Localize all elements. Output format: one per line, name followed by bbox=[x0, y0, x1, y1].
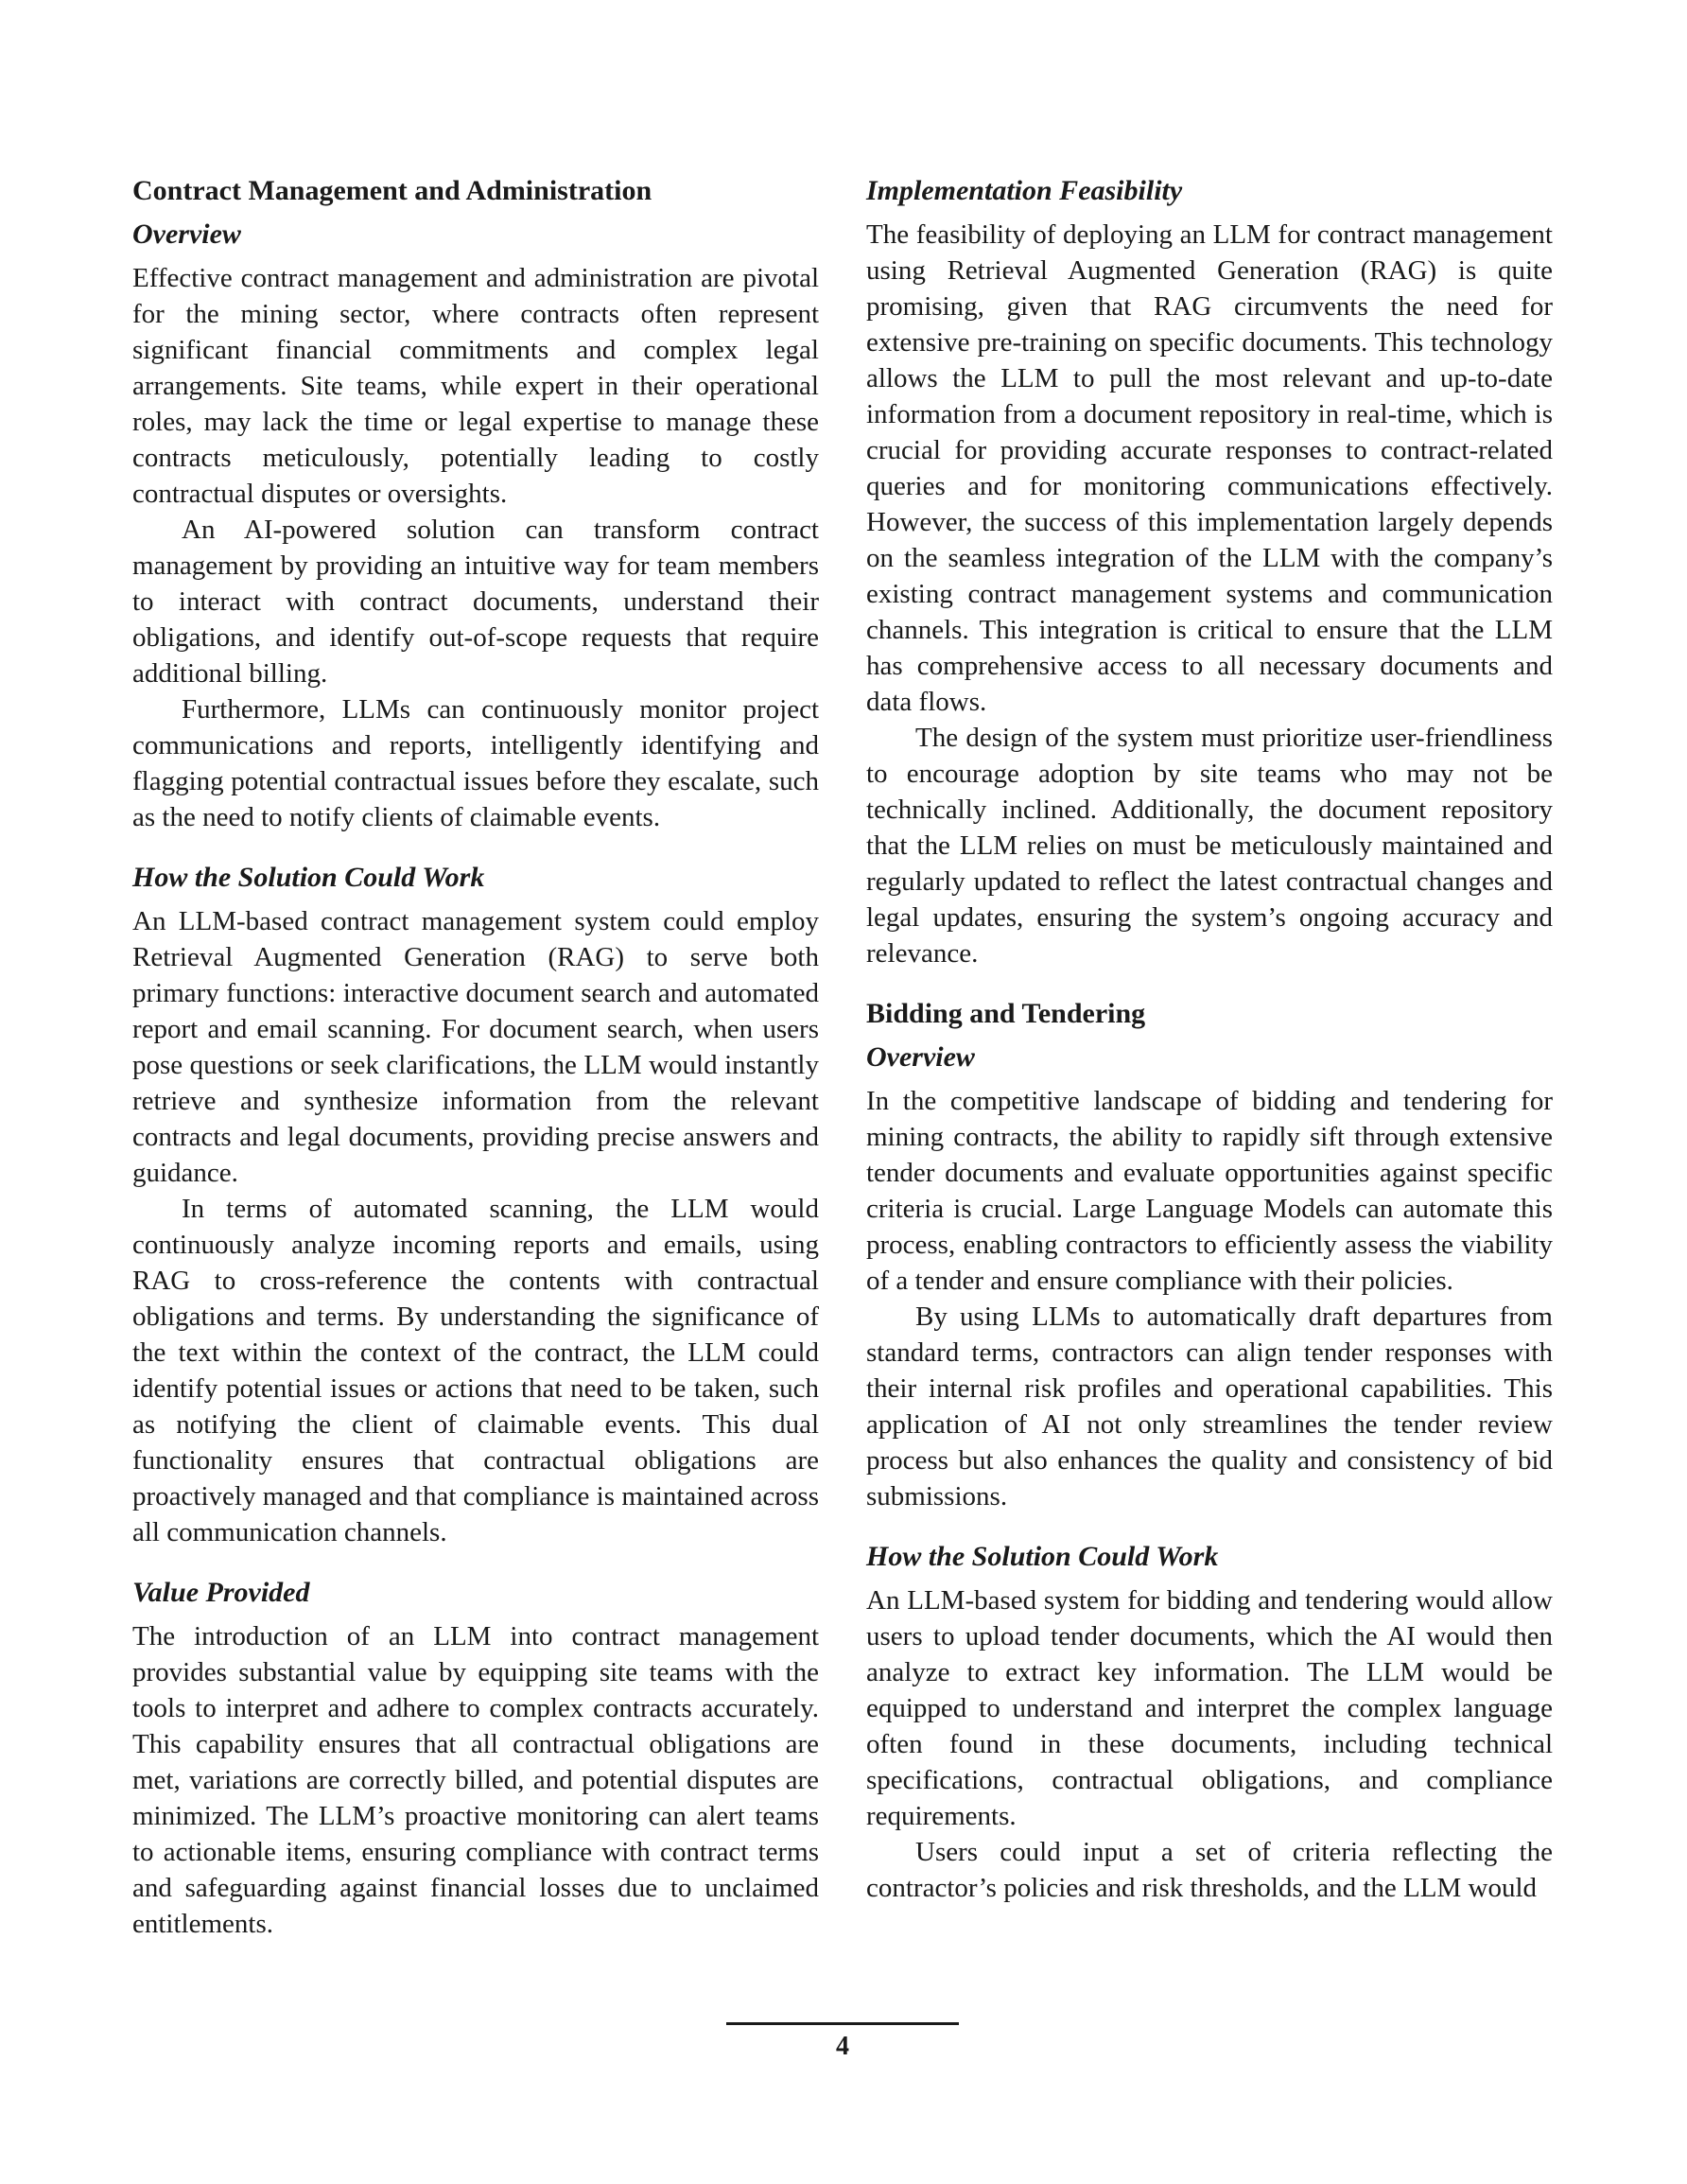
paragraph: The introduction of an LLM into contract management provides substantial value by equipping site teams with the tools to interpret and adhere to complex contracts accurately. This capability ensures that all contractual obligations are met, variations are correctly billed, and potential disputes are minimized. The LLM’s proactive monitoring can alert teams to actionable items, ensuring compliance with contract terms and safeguarding against financial losses due to unclaimed entitlements. bbox=[132, 1621, 819, 1939]
paragraph: In the competitive landscape of bidding and tendering for mining contracts, the ability to rapidly sift through extensive tender documents and evaluate opportunities against specific criteria is crucial. Large Language Models can automate this process, enabling contractors to efficiently assess the viability of a tender and ensure compliance with their policies. bbox=[866, 1086, 1553, 1296]
section-title-contract-management: Contract Management and Administration bbox=[132, 175, 652, 206]
how-solution-works-heading: How the Solution Could Work bbox=[866, 1541, 1219, 1572]
section-title-bidding-tendering: Bidding and Tendering bbox=[866, 998, 1146, 1029]
value-provided-heading: Value Provided bbox=[132, 1577, 310, 1608]
paragraph: An LLM-based contract management system could employ Retrieval Augmented Generation (RAG) to serve both primary functions: interactive document search and automated report and email scanning. For document search, when users pose questions or seek clarifications, the LLM would instantly retrieve and synthesize information from the relevant contracts and legal documents, providing precise answers and guidance. bbox=[132, 906, 819, 1188]
paragraph: Furthermore, LLMs can continuously monitor project communications and reports, intelligently identifying and flagging potential contractual issues before they escalate, such as the need to notify clients of claimable events. bbox=[132, 694, 819, 832]
paragraph: The feasibility of deploying an LLM for contract management using Retrieval Augmented Generation (RAG) is quite promising, given that RAG circumvents the need for extensive pre-training on specific documents. This technology allows the LLM to pull the most relevant and up-to-date information from a document repository in real-time, which is crucial for providing accurate responses to contract-related queries and for monitoring communications effectively. However, the success of this implementation largely depends on the seamless integration of the LLM with the company’s existing contract management systems and communication channels. This integration is critical to ensure that the LLM has comprehensive access to all necessary documents and data flows. bbox=[866, 219, 1553, 717]
overview-heading: Overview bbox=[132, 218, 241, 250]
left-column bbox=[132, 173, 819, 1942]
paragraph: In terms of automated scanning, the LLM would continuously analyze incoming reports and emails, using RAG to cross-reference the contents with contractual obligations and terms. By understanding the significance of the text within the context of the contract, the LLM could identify potential issues or actions that need to be taken, such as notifying the client of claimable events. This dual functionality ensures that contractual obligations are proactively managed and that compliance is maintained across all communication channels. bbox=[132, 1194, 819, 1547]
paragraph: The design of the system must prioritize user-friendliness to encourage adoption by site teams who may not be technically inclined. Additionally, the document repository that the LLM relies on must be meticulously maintained and regularly updated to reflect the latest contractual changes and legal updates, ensuring the system’s ongoing accuracy and relevance. bbox=[866, 723, 1553, 969]
page-number: 4 bbox=[836, 2032, 849, 2061]
paragraph: Effective contract management and administration are pivotal for the mining sector, where contracts often represent significant financial commitments and complex legal arrangements. Site teams, while expert in their operational roles, may lack the time or legal expertise to manage these contracts meticulously, potentially leading to costly contractual disputes or oversights. bbox=[132, 263, 819, 509]
footer-rule bbox=[726, 2022, 959, 2025]
right-column bbox=[866, 173, 1553, 1906]
implementation-feasibility-heading: Implementation Feasibility bbox=[866, 175, 1183, 206]
paragraph: An AI-powered solution can transform contract management by providing an intuitive way for team members to interact with contract documents, understand their obligations, and identify out-of-scope requests that require additional billing. bbox=[132, 515, 819, 689]
paragraph: An LLM-based system for bidding and tendering would allow users to upload tender documents, which the AI would then analyze to extract key information. The LLM would be equipped to understand and interpret the complex language often found in these documents, including technical specifications, contractual obligations, and compliance requirements. bbox=[866, 1585, 1553, 1831]
paragraph: By using LLMs to automatically draft departures from standard terms, contractors can align tender responses with their internal risk profiles and operational capabilities. This application of AI not only streamlines the tender review process but also enhances the quality and consistency of bid submissions. bbox=[866, 1302, 1553, 1511]
overview-heading: Overview bbox=[866, 1041, 975, 1073]
paragraph: Users could input a set of criteria reflecting the contractor’s policies and risk thresholds, and the LLM would bbox=[866, 1837, 1553, 1903]
how-solution-works-heading: How the Solution Could Work bbox=[132, 862, 485, 893]
